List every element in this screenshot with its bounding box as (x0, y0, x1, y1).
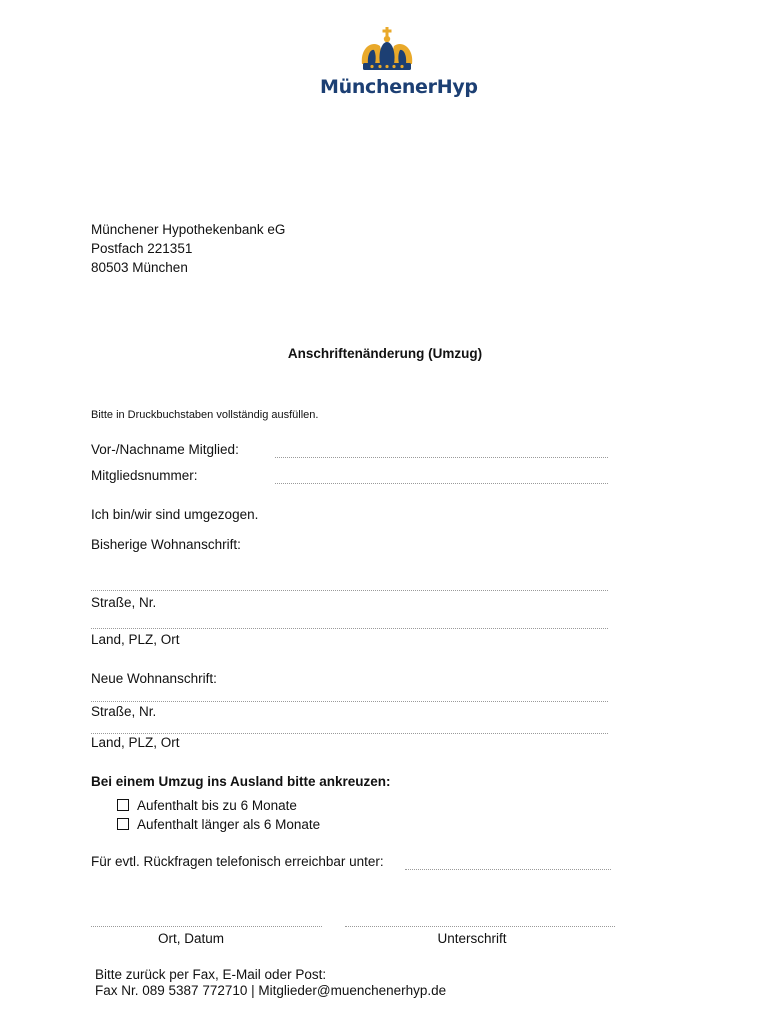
phone-field[interactable] (405, 869, 611, 870)
old-city-label: Land, PLZ, Ort (91, 632, 180, 647)
moved-statement: Ich bin/wir sind umgezogen. (91, 507, 259, 522)
footer-line-2: Fax Nr. 089 5387 772710 | Mitglieder@muenchenerhyp.de (95, 983, 447, 998)
place-date-label: Ort, Datum (157, 931, 224, 946)
footer-line-1: Bitte zurück per Fax, E-Mail oder Post: (95, 967, 327, 982)
new-city-label: Land, PLZ, Ort (91, 735, 180, 750)
member-number-field[interactable] (275, 483, 608, 484)
member-number-label: Mitgliedsnummer: (91, 468, 198, 483)
place-date-field[interactable] (91, 926, 322, 927)
logo (318, 26, 478, 102)
address-line-3: 80503 München (91, 260, 188, 275)
page-title: Anschriftenänderung (Umzug) (287, 346, 483, 361)
signature-field[interactable] (345, 926, 615, 927)
abroad-heading: Bei einem Umzug ins Ausland bitte ankreuzen: (91, 774, 391, 789)
old-street-field[interactable] (91, 590, 608, 591)
new-city-field[interactable] (91, 733, 608, 734)
old-city-field[interactable] (91, 628, 608, 629)
address-line-1: Münchener Hypothekenbank eG (91, 222, 286, 237)
option-long-stay-label: Aufenthalt länger als 6 Monate (137, 817, 321, 832)
brand-name: MünchenerHyp (320, 76, 478, 98)
name-field[interactable] (275, 457, 608, 458)
checkbox-short-stay[interactable] (117, 799, 129, 811)
checkbox-long-stay[interactable] (117, 818, 129, 830)
new-street-field[interactable] (91, 701, 608, 702)
crown-icon (358, 26, 416, 72)
new-address-heading: Neue Wohnanschrift: (91, 671, 217, 686)
new-street-label: Straße, Nr. (91, 704, 157, 719)
old-street-label: Straße, Nr. (91, 595, 157, 610)
instruction-text: Bitte in Druckbuchstaben vollständig ausfüllen. (91, 409, 319, 421)
address-line-2: Postfach 221351 (91, 241, 193, 256)
option-short-stay-label: Aufenthalt bis zu 6 Monate (137, 798, 297, 813)
name-label: Vor-/Nachname Mitglied: (91, 442, 239, 457)
phone-label: Für evtl. Rückfragen telefonisch erreichbar unter: (91, 854, 384, 869)
old-address-heading: Bisherige Wohnanschrift: (91, 537, 241, 552)
signature-label: Unterschrift (437, 931, 507, 946)
